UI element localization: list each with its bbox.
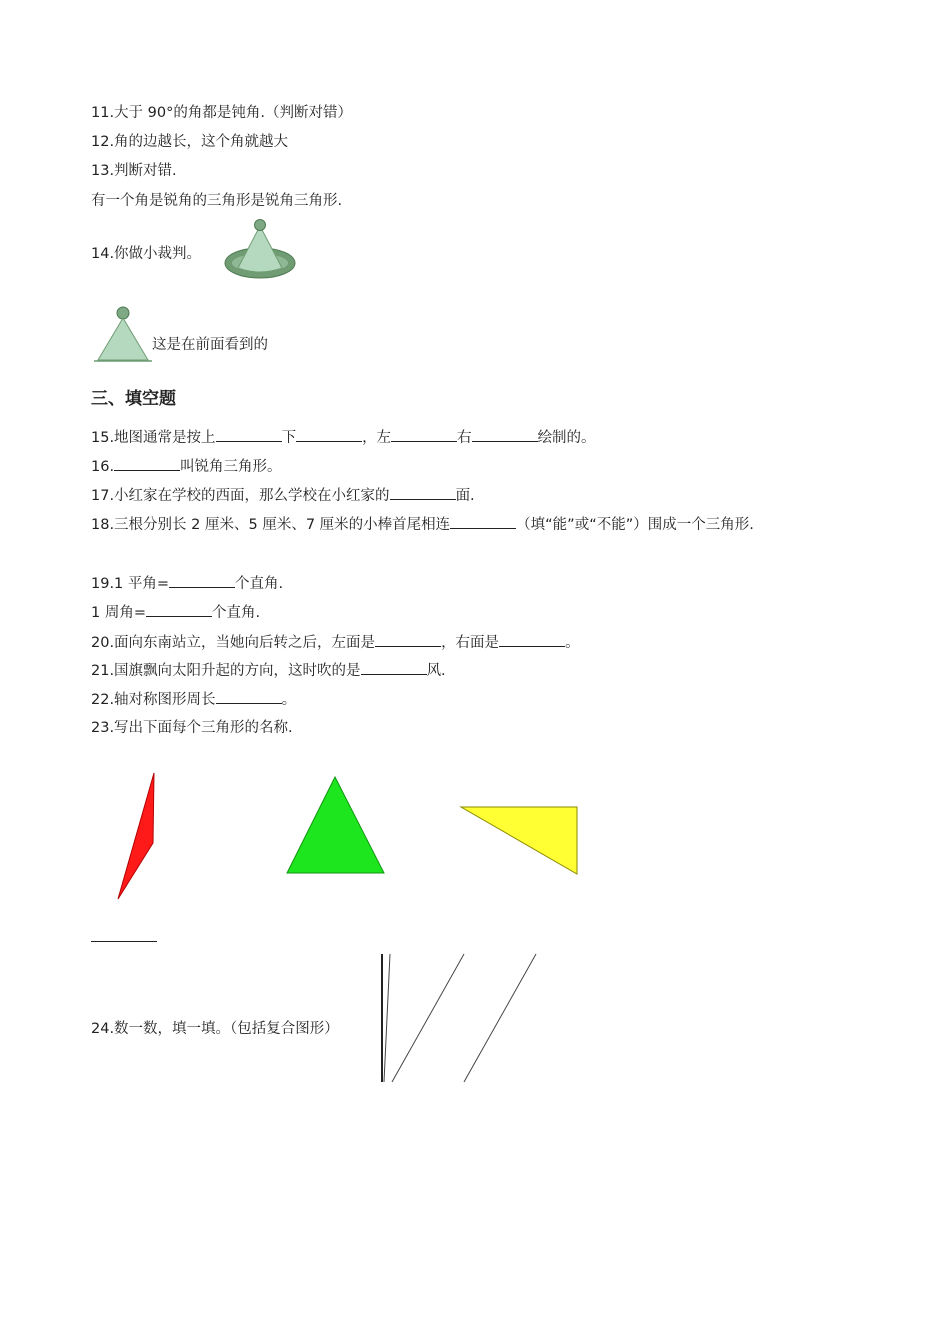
- question-12: 12.角的边越长，这个角就越大: [91, 134, 289, 150]
- q19-text-a: 19.1 平角=: [91, 576, 170, 592]
- yellow-right-triangle: [458, 803, 582, 877]
- question-18: [91, 515, 754, 534]
- question-13-statement: 有一个角是锐角的三角形是锐角三角形.: [91, 193, 343, 209]
- answer-blank[interactable]: [296, 428, 362, 442]
- q20-text-a: 20.面向东南站立，当她向后转之后，左面是: [91, 635, 376, 651]
- question-17: [91, 486, 475, 505]
- green-equilateral-triangle: [284, 774, 388, 876]
- question-14: 14.你做小裁判。: [91, 246, 202, 262]
- answer-blank[interactable]: [391, 428, 457, 442]
- answer-blank[interactable]: [472, 428, 538, 442]
- answer-blank[interactable]: [450, 515, 516, 529]
- question-14-caption: 这是在前面看到的: [152, 337, 268, 353]
- q22-text-a: 22.轴对称图形周长: [91, 692, 216, 708]
- question-20: [91, 633, 580, 652]
- answer-blank[interactable]: [499, 633, 565, 647]
- q22-text-b: 。: [281, 692, 297, 708]
- question-22: [91, 690, 296, 709]
- question-13: 13.判断对错.: [91, 163, 177, 179]
- q20-text-c: 。: [565, 635, 580, 651]
- q15-text-c: ，左: [362, 430, 392, 446]
- q17-text-b: 面.: [455, 488, 475, 504]
- q19b-text-a: 1 周角=: [91, 605, 146, 621]
- q16-text: 叫锐角三角形。: [180, 459, 282, 475]
- q19-text-b: 个直角.: [235, 576, 284, 592]
- q21-text-a: 21.国旗飘向太阳升起的方向，这时吹的是: [91, 663, 361, 679]
- question-24: 24.数一数，填一填。（包括复合图形）: [91, 1021, 339, 1037]
- question-15: [91, 428, 596, 447]
- party-hat-icon: [222, 216, 298, 284]
- answer-blank[interactable]: [216, 428, 282, 442]
- question-23: 23.写出下面每个三角形的名称.: [91, 720, 293, 736]
- question-19b: [91, 603, 260, 622]
- q21-text-b: 风.: [426, 663, 446, 679]
- answer-blank[interactable]: [216, 690, 282, 704]
- lines-figure: [376, 950, 540, 1086]
- q15-text-e: 绘制的。: [537, 430, 596, 446]
- section-heading: 三、填空题: [91, 389, 176, 409]
- answer-blank[interactable]: [91, 941, 157, 942]
- red-obtuse-triangle: [112, 770, 160, 902]
- q15-text-b: 下: [281, 430, 297, 446]
- answer-blank[interactable]: [361, 661, 427, 675]
- question-11: 11.大于 90°的角都是钝角.（判断对错）: [91, 105, 352, 121]
- q18-text-a: 18.三根分别长 2 厘米、5 厘米、7 厘米的小棒首尾相连: [91, 517, 451, 533]
- q18-text-b: （填“能”或“不能”）围成一个三角形.: [516, 517, 754, 533]
- q19b-text-b: 个直角.: [211, 605, 261, 621]
- answer-blank[interactable]: [375, 633, 441, 647]
- answer-blank[interactable]: [146, 603, 212, 617]
- question-16: 16. 叫锐角三角形。: [91, 459, 282, 475]
- answer-blank[interactable]: [390, 486, 456, 500]
- question-21: [91, 661, 446, 680]
- q15-text-d: 右: [457, 430, 472, 446]
- q17-text-a: 17.小红家在学校的西面，那么学校在小红家的: [91, 488, 390, 504]
- q20-text-b: ，右面是: [441, 635, 500, 651]
- cone-front-view-icon: [92, 305, 152, 365]
- question-19: [91, 574, 283, 593]
- q15-text-a: 15.地图通常是按上: [91, 430, 216, 446]
- answer-blank[interactable]: [169, 574, 235, 588]
- answer-blank[interactable]: [114, 457, 180, 471]
